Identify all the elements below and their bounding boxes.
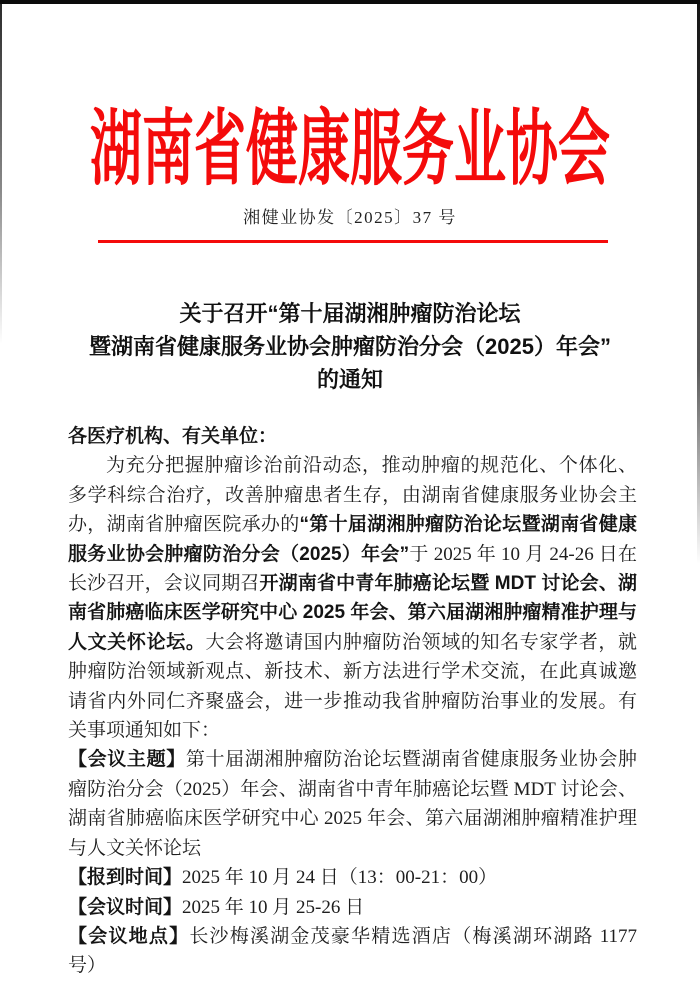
bold-text-run: “第十届湖湘肿瘤防治论坛暨湖南省健康服务业协会肿瘤防治分会（2025）年会” [68,514,637,565]
bold-text-run: 【会议时间】 [68,896,183,918]
body-paragraph [68,745,637,863]
org-title-text: 湖南省健康服务业协会 [89,105,610,196]
text-run: 于 2025 年 10 月 24-26 日在长沙召开，会议同期召 [68,543,637,595]
text-run: 第十届湖湘肿瘤防治论坛暨湖南省健康服务业协会肿瘤防治分会（2025）年会、湖南省中青年肺癌论坛暨 MDT 讨论会、湖南省肺癌临床医学研究中心 2025 年会、第六届湖湘肿瘤精准护理与人文关怀论坛 [68,749,637,859]
bold-text-run: 【会议主题】 [68,749,186,771]
body-paragraph [68,863,637,892]
red-divider-line [98,240,608,243]
bold-text-run: 【会议地点】 [68,925,190,947]
notice-body [68,422,637,981]
body-paragraph [68,893,637,922]
doc-number: 湘健业协发〔2025〕37 号 [243,208,457,227]
text-run: 长沙梅溪湖金茂豪华精选酒店（梅溪湖环湖路 1177 号） [68,925,637,977]
notice-title-line3: 的通知 [316,367,383,392]
body-paragraph [68,422,637,451]
bold-text-run: 【报到时间】 [68,867,183,889]
body-paragraph [68,922,637,981]
text-run: 2025 年 10 月 25-26 日 [182,896,365,918]
notice-title [65,297,635,396]
notice-title-line1: 关于召开“第十届湖湘肿瘤防治论坛 [179,301,521,326]
scan-top-edge [0,0,700,4]
org-title [0,100,700,196]
notice-title-line2: 暨湖南省健康服务业协会肿瘤防治分会（2025）年会” [89,334,611,359]
text-run: 2025 年 10 月 24 日（13：00-21：00） [182,867,498,889]
bold-text-run: 开湖南省中青年肺癌论坛暨 MDT 讨论会、湖南省肺癌临床医学研究中心 2025 年会、第六届湖湘肿瘤精准护理与人文关怀论坛。 [68,573,637,653]
text-run: 为充分把握肿瘤诊治前沿动态，推动肿瘤的规范化、个体化、多学科综合治疗，改善肿瘤患者生存，由湖南省健康服务业协会主办，湖南省肿瘤医院承办的 [68,455,637,536]
text-run: 大会将邀请国内肿瘤防治领域的知名专家学者，就肿瘤防治领域新观点、新技术、新方法进行学术交流，在此真诚邀请省内外同仁齐聚盛会，进一步推动我省肿瘤防治事业的发展。有关事项通知如下： [68,631,637,742]
bold-text-run: 各医疗机构、有关单位： [68,426,278,447]
body-paragraph [68,451,637,745]
